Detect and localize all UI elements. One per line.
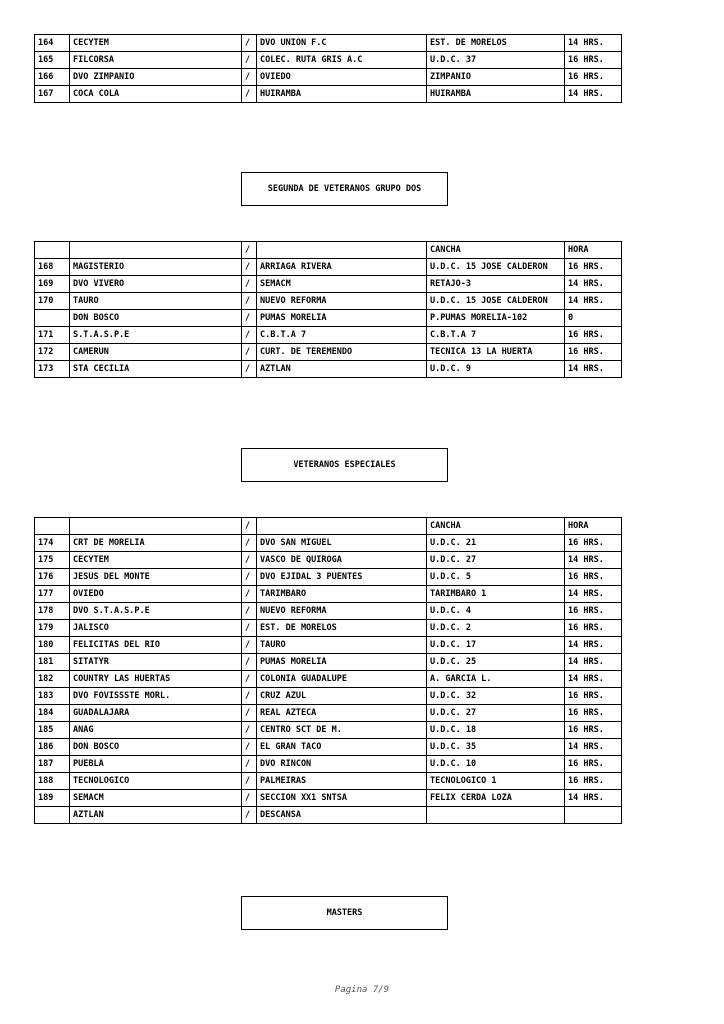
cell-num: 175 <box>35 552 70 569</box>
cell-field: TARIMBARO 1 <box>427 586 565 603</box>
cell-field: U.D.C. 37 <box>427 52 565 69</box>
table-header-row <box>35 242 622 259</box>
table-row <box>35 293 622 310</box>
cell-home: PUEBLA <box>70 756 242 773</box>
cell-field: TECNOLOGICO 1 <box>427 773 565 790</box>
cell-sep: / <box>242 293 257 310</box>
cell-away: PUMAS MORELIA <box>257 654 427 671</box>
cell-away: PUMAS MORELIA <box>257 310 427 327</box>
cell-time: 14 HRS. <box>565 586 622 603</box>
cell-away: NUEVO REFORMA <box>257 293 427 310</box>
cell-num: 179 <box>35 620 70 637</box>
cell-time: 16 HRS. <box>565 344 622 361</box>
cell-sep: / <box>242 620 257 637</box>
cell-field <box>427 807 565 824</box>
cell-home: ANAG <box>70 722 242 739</box>
cell-num: 176 <box>35 569 70 586</box>
cell-field: U.D.C. 15 JOSE CALDERON <box>427 259 565 276</box>
cell-field: A. GARCIA L. <box>427 671 565 688</box>
cell-away: TARIMBARO <box>257 586 427 603</box>
cell-away: DVO SAN MIGUEL <box>257 535 427 552</box>
table-header-row <box>35 518 622 535</box>
cell-num: 168 <box>35 259 70 276</box>
table-row <box>35 586 622 603</box>
table-row <box>35 756 622 773</box>
top-schedule-table <box>34 34 622 103</box>
cell-away: PALMEIRAS <box>257 773 427 790</box>
table-row <box>35 535 622 552</box>
cell-time: 16 HRS. <box>565 535 622 552</box>
cell-away: CENTRO SCT DE M. <box>257 722 427 739</box>
cell-field: U.D.C. 15 JOSE CALDERON <box>427 293 565 310</box>
cell-time: 14 HRS. <box>565 637 622 654</box>
cell-home: JESUS DEL MONTE <box>70 569 242 586</box>
section-title-segunda <box>241 172 448 206</box>
cell-sep: / <box>242 756 257 773</box>
especiales-schedule-table <box>34 517 622 824</box>
cell-num: 174 <box>35 535 70 552</box>
cell-time: 14 HRS. <box>565 739 622 756</box>
table-row <box>35 35 622 52</box>
cell-home: CAMERUN <box>70 344 242 361</box>
cell-time: 16 HRS. <box>565 688 622 705</box>
cell-num <box>35 310 70 327</box>
cell-away: SEMACM <box>257 276 427 293</box>
cell-time: 16 HRS. <box>565 327 622 344</box>
cell-away: DVO EJIDAL 3 PUENTES <box>257 569 427 586</box>
cell-home: DVO FOVISSSTE MORL. <box>70 688 242 705</box>
cell-time: 16 HRS. <box>565 773 622 790</box>
cell-home: CECYTEM <box>70 35 242 52</box>
cell-sep: / <box>242 654 257 671</box>
cell-num: 169 <box>35 276 70 293</box>
cell-away <box>257 242 427 259</box>
cell-time: 16 HRS. <box>565 620 622 637</box>
cell-num: 173 <box>35 361 70 378</box>
cell-sep: / <box>242 86 257 103</box>
cell-field: U.D.C. 35 <box>427 739 565 756</box>
cell-home: TAURO <box>70 293 242 310</box>
cell-away: EST. DE MORELOS <box>257 620 427 637</box>
cell-time: 14 HRS. <box>565 293 622 310</box>
section-title-masters-text: MASTERS <box>326 908 363 918</box>
cell-sep: / <box>242 603 257 620</box>
cell-home: DON BOSCO <box>70 739 242 756</box>
table-row <box>35 773 622 790</box>
cell-away: HUIRAMBA <box>257 86 427 103</box>
cell-home: CECYTEM <box>70 552 242 569</box>
cell-home: AZTLAN <box>70 807 242 824</box>
cell-time: 16 HRS. <box>565 569 622 586</box>
table-row <box>35 654 622 671</box>
cell-num <box>35 807 70 824</box>
cell-away: OVIEDO <box>257 69 427 86</box>
cell-sep: / <box>242 552 257 569</box>
cell-num: 188 <box>35 773 70 790</box>
cell-sep: / <box>242 739 257 756</box>
cell-time: 14 HRS. <box>565 276 622 293</box>
cell-sep: / <box>242 259 257 276</box>
cell-away: VASCO DE QUIROGA <box>257 552 427 569</box>
table-row <box>35 344 622 361</box>
cell-num: 187 <box>35 756 70 773</box>
cell-sep: / <box>242 276 257 293</box>
cell-away: REAL AZTECA <box>257 705 427 722</box>
cell-home: DVO ZIMPANIO <box>70 69 242 86</box>
cell-field: ZIMPANIO <box>427 69 565 86</box>
cell-sep: / <box>242 705 257 722</box>
cell-num: 183 <box>35 688 70 705</box>
table-row <box>35 52 622 69</box>
cell-away: EL GRAN TACO <box>257 739 427 756</box>
cell-num: 189 <box>35 790 70 807</box>
cell-home: STA CECILIA <box>70 361 242 378</box>
table-row <box>35 620 622 637</box>
table-row <box>35 361 622 378</box>
cell-num <box>35 518 70 535</box>
cell-away <box>257 518 427 535</box>
table-row <box>35 552 622 569</box>
cell-time: 14 HRS. <box>565 361 622 378</box>
cell-sep: / <box>242 344 257 361</box>
cell-home <box>70 242 242 259</box>
section-title-especiales <box>241 448 448 482</box>
cell-sep: / <box>242 807 257 824</box>
cell-time: 0 <box>565 310 622 327</box>
cell-home: DVO S.T.A.S.P.E <box>70 603 242 620</box>
cell-home: JALISCO <box>70 620 242 637</box>
table-row <box>35 807 622 824</box>
cell-num: 171 <box>35 327 70 344</box>
cell-time: 14 HRS. <box>565 790 622 807</box>
cell-away: C.B.T.A 7 <box>257 327 427 344</box>
cell-sep: / <box>242 310 257 327</box>
cell-home: COUNTRY LAS HUERTAS <box>70 671 242 688</box>
cell-away: ARRIAGA RIVERA <box>257 259 427 276</box>
section-title-masters <box>241 896 448 930</box>
cell-sep: / <box>242 35 257 52</box>
table-row <box>35 86 622 103</box>
cell-away: COLEC. RUTA GRIS A.C <box>257 52 427 69</box>
cell-field: U.D.C. 32 <box>427 688 565 705</box>
cell-away: AZTLAN <box>257 361 427 378</box>
cell-num: 170 <box>35 293 70 310</box>
cell-num: 184 <box>35 705 70 722</box>
cell-field: U.D.C. 4 <box>427 603 565 620</box>
cell-sep: / <box>242 52 257 69</box>
cell-field: C.B.T.A 7 <box>427 327 565 344</box>
cell-num: 186 <box>35 739 70 756</box>
cell-sep: / <box>242 69 257 86</box>
cell-sep: / <box>242 569 257 586</box>
cell-time: 14 HRS. <box>565 35 622 52</box>
table-row <box>35 722 622 739</box>
cell-num: 166 <box>35 69 70 86</box>
table-row <box>35 705 622 722</box>
cell-num: 177 <box>35 586 70 603</box>
cell-field: U.D.C. 18 <box>427 722 565 739</box>
cell-away: DVO UNION F.C <box>257 35 427 52</box>
cell-num <box>35 242 70 259</box>
cell-field: TECNICA 13 LA HUERTA <box>427 344 565 361</box>
cell-sep: / <box>242 722 257 739</box>
cell-home: SITATYR <box>70 654 242 671</box>
cell-home: DVO VIVERO <box>70 276 242 293</box>
cell-field: U.D.C. 27 <box>427 552 565 569</box>
table-row <box>35 327 622 344</box>
cell-home: TECNOLOGICO <box>70 773 242 790</box>
cell-home <box>70 518 242 535</box>
cell-field: U.D.C. 5 <box>427 569 565 586</box>
cell-away: DVO RINCON <box>257 756 427 773</box>
cell-time: 16 HRS. <box>565 705 622 722</box>
cell-sep: / <box>242 327 257 344</box>
section-title-segunda-text: SEGUNDA DE VETERANOS GRUPO DOS <box>267 184 422 194</box>
cell-sep: / <box>242 586 257 603</box>
table-row <box>35 739 622 756</box>
cell-away: TAURO <box>257 637 427 654</box>
cell-home: GUADALAJARA <box>70 705 242 722</box>
cell-num: 164 <box>35 35 70 52</box>
cell-time: 16 HRS. <box>565 259 622 276</box>
table-row <box>35 603 622 620</box>
page-number: Pagina 7/9 <box>334 985 390 995</box>
cell-field: EST. DE MORELOS <box>427 35 565 52</box>
cell-field: U.D.C. 21 <box>427 535 565 552</box>
cell-time: HORA <box>565 242 622 259</box>
section-title-especiales-text: VETERANOS ESPECIALES <box>293 460 396 470</box>
cell-field: CANCHA <box>427 518 565 535</box>
table-row <box>35 259 622 276</box>
cell-home: MAGISTERIO <box>70 259 242 276</box>
cell-time <box>565 807 622 824</box>
cell-sep: / <box>242 535 257 552</box>
cell-time: 14 HRS. <box>565 671 622 688</box>
cell-home: FILCORSA <box>70 52 242 69</box>
cell-field: U.D.C. 10 <box>427 756 565 773</box>
cell-num: 167 <box>35 86 70 103</box>
cell-time: 14 HRS. <box>565 552 622 569</box>
cell-time: 16 HRS. <box>565 69 622 86</box>
cell-home: OVIEDO <box>70 586 242 603</box>
cell-time: 16 HRS. <box>565 52 622 69</box>
table-row <box>35 310 622 327</box>
cell-home: FELICITAS DEL RIO <box>70 637 242 654</box>
cell-field: FELIX CERDA LOZA <box>427 790 565 807</box>
cell-away: NUEVO REFORMA <box>257 603 427 620</box>
cell-field: P.PUMAS MORELIA-102 <box>427 310 565 327</box>
cell-sep: / <box>242 671 257 688</box>
cell-sep: / <box>242 637 257 654</box>
table-row <box>35 790 622 807</box>
cell-sep: / <box>242 790 257 807</box>
table-row <box>35 69 622 86</box>
cell-away: CURT. DE TEREMENDO <box>257 344 427 361</box>
table-row <box>35 637 622 654</box>
table-row <box>35 671 622 688</box>
cell-home: SEMACM <box>70 790 242 807</box>
cell-field: U.D.C. 2 <box>427 620 565 637</box>
table-row <box>35 276 622 293</box>
cell-time: 16 HRS. <box>565 756 622 773</box>
cell-time: 14 HRS. <box>565 86 622 103</box>
cell-num: 172 <box>35 344 70 361</box>
cell-away: CRUZ AZUL <box>257 688 427 705</box>
cell-field: RETAJO-3 <box>427 276 565 293</box>
cell-field: U.D.C. 27 <box>427 705 565 722</box>
cell-home: DON BOSCO <box>70 310 242 327</box>
cell-field: HUIRAMBA <box>427 86 565 103</box>
cell-sep: / <box>242 361 257 378</box>
cell-num: 185 <box>35 722 70 739</box>
cell-sep: / <box>242 518 257 535</box>
segunda-schedule-table <box>34 241 622 378</box>
cell-field: CANCHA <box>427 242 565 259</box>
cell-away: DESCANSA <box>257 807 427 824</box>
table-row <box>35 688 622 705</box>
cell-field: U.D.C. 9 <box>427 361 565 378</box>
cell-time: 16 HRS. <box>565 603 622 620</box>
cell-away: COLONIA GUADALUPE <box>257 671 427 688</box>
cell-time: 14 HRS. <box>565 654 622 671</box>
cell-num: 181 <box>35 654 70 671</box>
table-row <box>35 569 622 586</box>
cell-away: SECCION XX1 SNTSA <box>257 790 427 807</box>
cell-home: COCA COLA <box>70 86 242 103</box>
cell-field: U.D.C. 17 <box>427 637 565 654</box>
cell-num: 178 <box>35 603 70 620</box>
cell-home: S.T.A.S.P.E <box>70 327 242 344</box>
cell-num: 180 <box>35 637 70 654</box>
cell-sep: / <box>242 242 257 259</box>
cell-time: HORA <box>565 518 622 535</box>
cell-field: U.D.C. 25 <box>427 654 565 671</box>
cell-sep: / <box>242 688 257 705</box>
cell-time: 16 HRS. <box>565 722 622 739</box>
cell-sep: / <box>242 773 257 790</box>
cell-num: 165 <box>35 52 70 69</box>
cell-num: 182 <box>35 671 70 688</box>
cell-home: CRT DE MORELIA <box>70 535 242 552</box>
